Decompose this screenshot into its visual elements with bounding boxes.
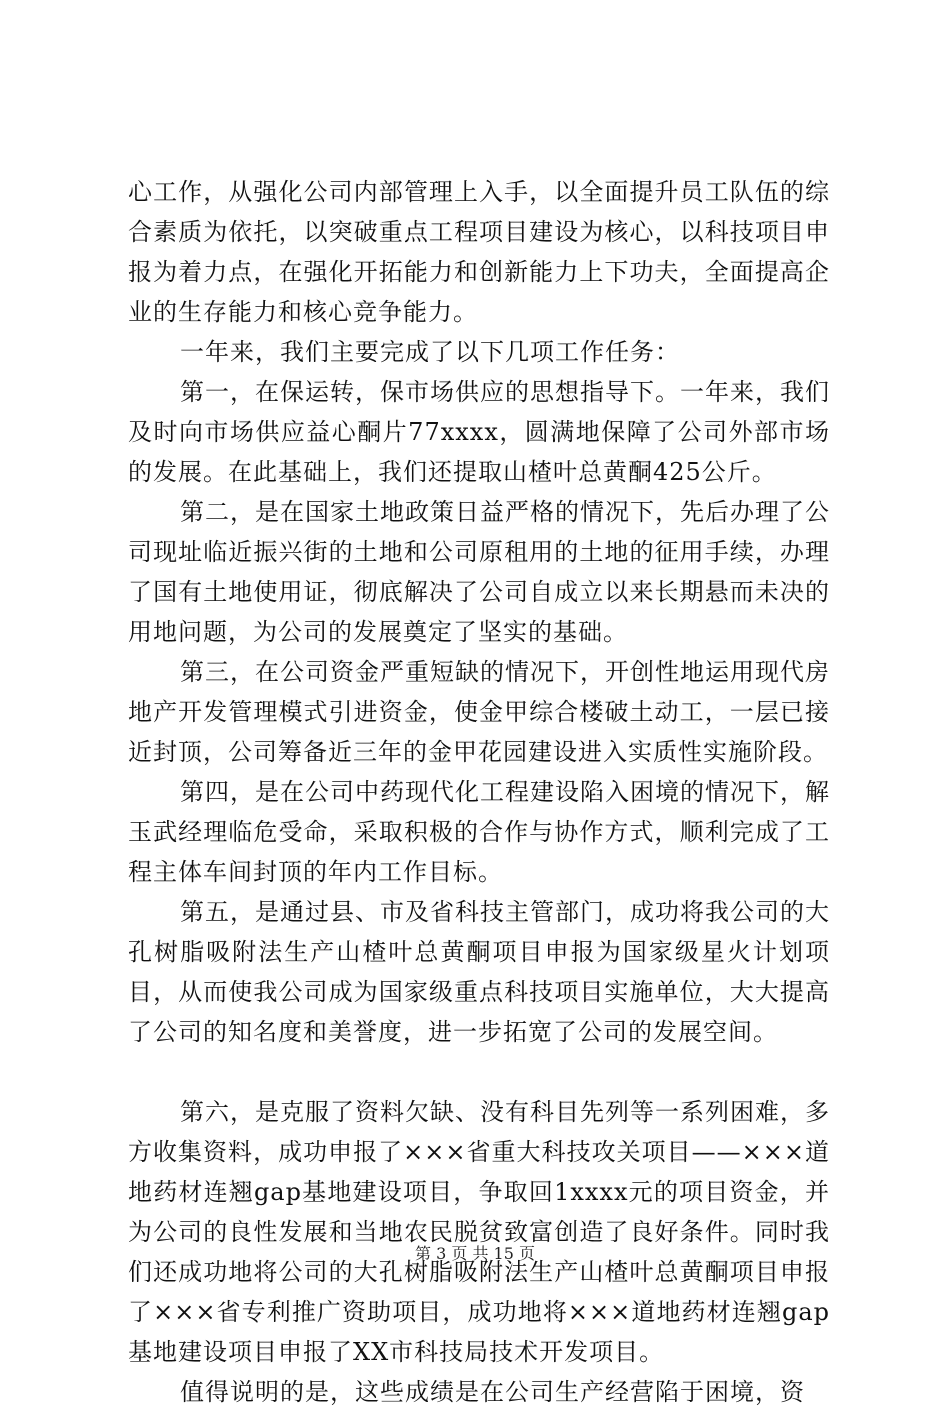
paragraph-item-3: 第三，在公司资金严重短缺的情况下，开创性地运用现代房地产开发管理模式引进资金，使金甲综合楼破土动工，一层已接近封顶，公司筹备近三年的金甲花园建设进入实质性实施阶段。: [128, 658, 830, 766]
paragraph-spacer: [128, 1052, 830, 1092]
paragraph-item-5: 第五，是通过县、市及省科技主管部门，成功将我公司的大孔树脂吸附法生产山楂叶总黄酮项目申报为国家级星火计划项目，从而使我公司成为国家级重点科技项目实施单位，大大提高了公司的知名度和美誉度，进一步拓宽了公司的发展空间。: [128, 898, 830, 1046]
paragraph-item-1: 第一，在保运转，保市场供应的思想指导下。一年来，我们及时向市场供应益心酮片77xxxx，圆满地保障了公司外部市场的发展。在此基础上，我们还提取山楂叶总黄酮425公斤。: [128, 378, 830, 486]
page-number-footer: 第 3 页 共 15 页: [415, 1244, 535, 1263]
document-body: [128, 172, 830, 1412]
paragraph-item-2: 第二，是在国家土地政策日益严格的情况下，先后办理了公司现址临近振兴街的土地和公司原租用的土地的征用手续，办理了国有土地使用证，彻底解决了公司自成立以来长期悬而未决的用地问题，为公司的发展奠定了坚实的基础。: [128, 498, 830, 646]
paragraph-item-6: 第六，是克服了资料欠缺、没有科目先列等一系列困难，多方收集资料，成功申报了×××省重大科技攻关项目——×××道地药材连翘gap基地建设项目，争取回1xxxx元的项目资金，并为公司的良性发展和当地农民脱贫致富创造了良好条件。同时我们还成功地将公司的大孔树脂吸附法生产山楂叶总黄酮项目申报了×××省专利推广资助项目，成功地将×××道地药材连翘gap基地建设项目申报了XX市科技局技术开发项目。: [128, 1098, 830, 1366]
paragraph-note: 值得说明的是，这些成绩是在公司生产经营陷于困境，资: [180, 1378, 805, 1406]
paragraph-continuation: 心工作，从强化公司内部管理上入手，以全面提升员工队伍的综合素质为依托，以突破重点工程项目建设为核心，以科技项目申报为着力点，在强化开拓能力和创新能力上下功夫，全面提高企业的生存能力和核心竞争能力。: [128, 178, 830, 326]
paragraph-item-4: 第四，是在公司中药现代化工程建设陷入困境的情况下，解玉武经理临危受命，采取积极的合作与协作方式，顺利完成了工程主体车间封顶的年内工作目标。: [128, 778, 830, 886]
paragraph-intro: 一年来，我们主要完成了以下几项工作任务：: [180, 338, 680, 366]
